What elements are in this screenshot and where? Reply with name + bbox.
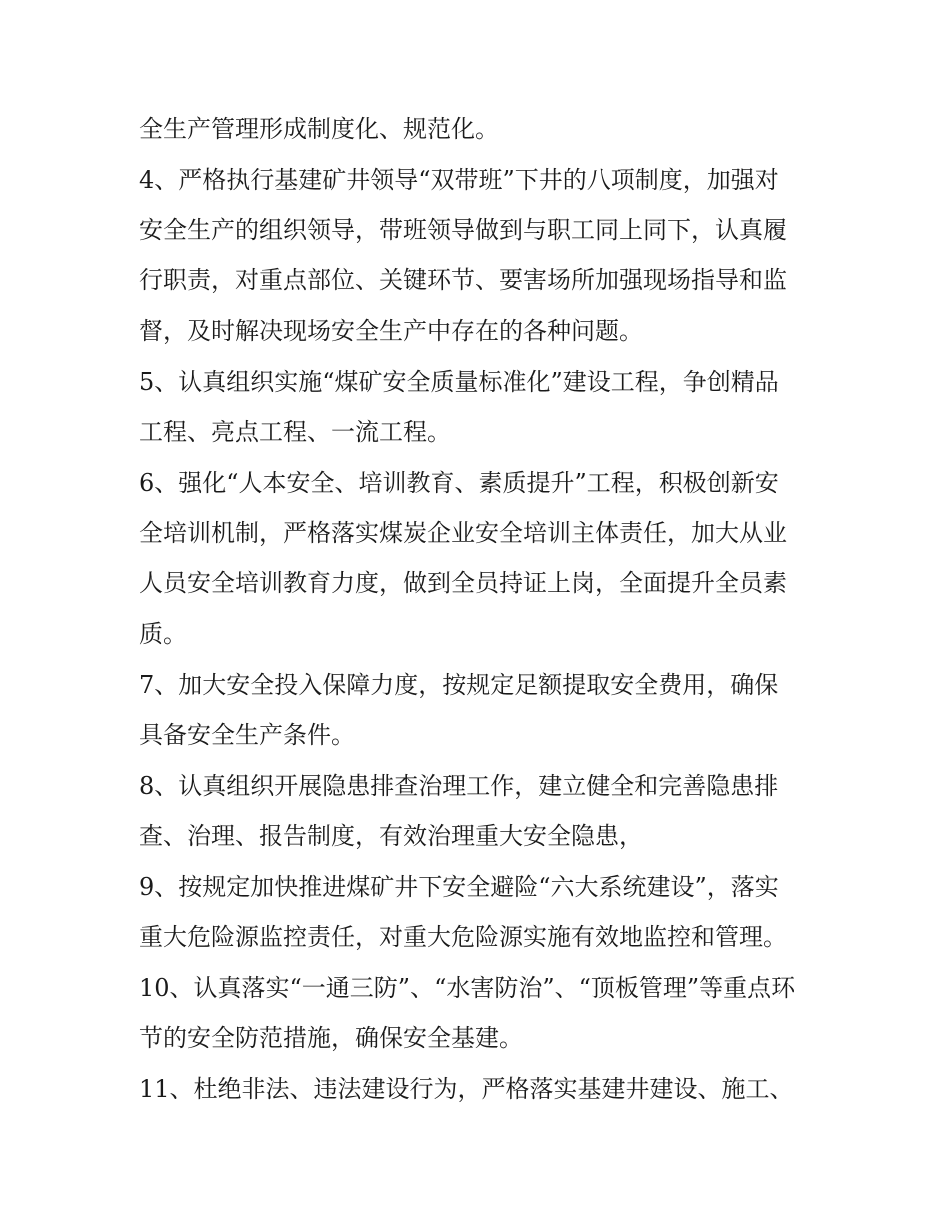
- text-line: 行职责，对重点部位、关键环节、要害场所加强现场指导和监: [139, 266, 787, 294]
- text-line: 11、杜绝非法、违法建设行为，严格落实基建井建设、施工、: [139, 1075, 794, 1103]
- text-line: 5、认真组织实施“煤矿安全质量标准化”建设工程，争创精品: [139, 368, 779, 396]
- text-line: 工程、亮点工程、一流工程。: [139, 418, 451, 446]
- text-line: 全生产管理形成制度化、规范化。: [139, 115, 499, 143]
- text-line: 9、按规定加快推进煤矿井下安全避险“六大系统建设”，落实: [139, 873, 779, 901]
- text-line: 10、认真落实“一通三防”、“水害防治”、“顶板管理”等重点环: [139, 974, 796, 1002]
- text-line: 质。: [139, 620, 187, 648]
- text-line: 7、加大安全投入保障力度，按规定足额提取安全费用，确保: [139, 671, 779, 699]
- text-line: 督，及时解决现场安全生产中存在的各种问题。: [139, 317, 643, 345]
- text-line: 具备安全生产条件。: [139, 721, 355, 749]
- text-line: 全培训机制，严格落实煤炭企业安全培训主体责任，加大从业: [139, 519, 787, 547]
- text-line: 节的安全防范措施，确保安全基建。: [139, 1024, 523, 1052]
- text-line: 4、严格执行基建矿井领导“双带班”下井的八项制度，加强对: [139, 166, 779, 194]
- text-line: 8、认真组织开展隐患排查治理工作，建立健全和完善隐患排: [139, 772, 779, 800]
- text-line: 查、治理、报告制度，有效治理重大安全隐患，: [139, 822, 643, 850]
- text-line: 安全生产的组织领导，带班领导做到与职工同上同下，认真履: [139, 216, 787, 244]
- text-line: 人员安全培训教育力度，做到全员持证上岗，全面提升全员素: [139, 569, 787, 597]
- text-line: 6、强化“人本安全、培训教育、素质提升”工程，积极创新安: [139, 469, 779, 497]
- text-line: 重大危险源监控责任，对重大危险源实施有效地监控和管理。: [139, 923, 787, 951]
